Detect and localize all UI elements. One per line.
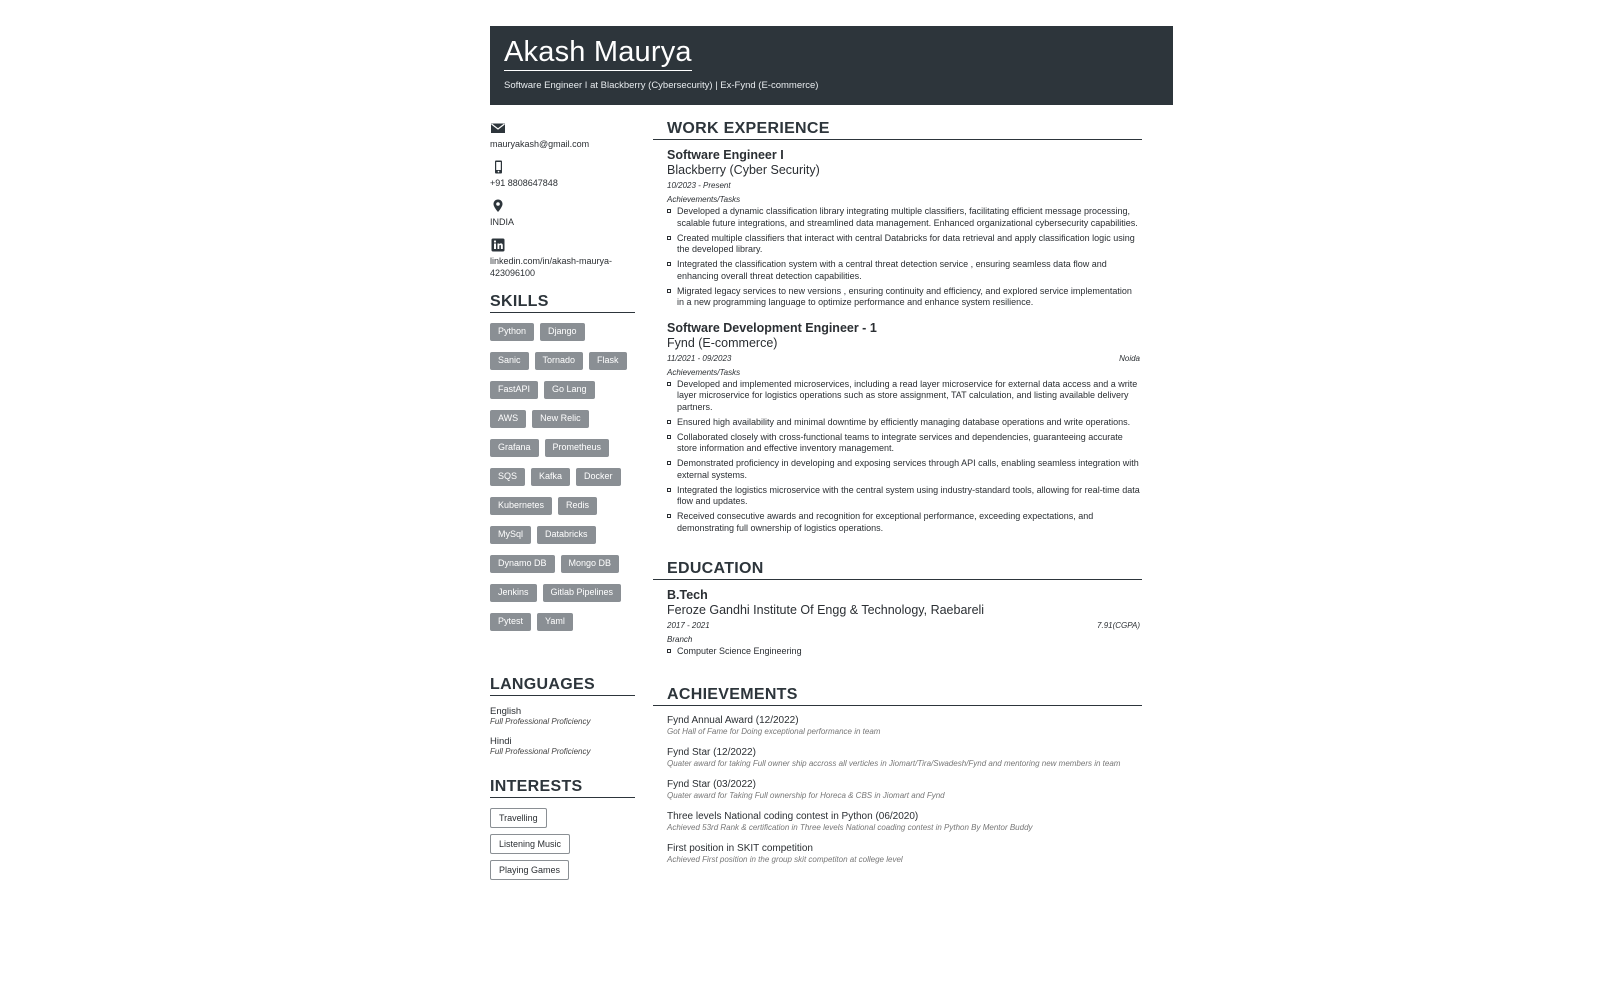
candidate-headline: Software Engineer I at Blackberry (Cybersecurity) | Ex-Fynd (E-commerce) (504, 80, 819, 91)
achievement-item (667, 746, 1140, 769)
phone-text: +91 8808647848 (490, 178, 558, 188)
skill-tag: SQS (490, 468, 525, 486)
skill-tag: AWS (490, 410, 526, 428)
skill-tag: Docker (576, 468, 621, 486)
contact-email (490, 120, 635, 150)
job-location: Noida (1119, 353, 1140, 363)
interest-tag: Travelling (490, 808, 547, 828)
skill-tag: Databricks (537, 526, 596, 544)
candidate-name: Akash Maurya (504, 35, 692, 71)
contact-linkedin (490, 237, 635, 279)
language-item (490, 706, 635, 726)
task-list (667, 379, 1140, 535)
skill-tag: Sanic (490, 352, 529, 370)
tasks-label: Achievements/Tasks (667, 195, 741, 204)
language-level: Full Professional Proficiency (490, 747, 591, 756)
contact-location (490, 198, 635, 228)
skill-tag: Kafka (531, 468, 570, 486)
degree: B.Tech (667, 588, 708, 602)
skills-list (490, 323, 635, 642)
achievement-desc: Got Hall of Fame for Doing exceptional performance in team (667, 726, 881, 736)
job-meta (667, 353, 1140, 364)
language-level: Full Professional Proficiency (490, 717, 591, 726)
education-meta (667, 620, 1140, 631)
task-item: Collaborated closely with cross-functional teams to integrate services and dependencies, guaranteeing accurate store information and effective inventory management. (667, 432, 1140, 455)
job-company: Blackberry (Cyber Security) (667, 163, 820, 177)
task-item: Migrated legacy services to new versions , ensuring continuity and efficiency, and explored service implementation in a new programming language to optimize performance and enhance system resilience. (667, 286, 1140, 309)
languages-heading: LANGUAGES (490, 676, 635, 696)
skill-tag: Pytest (490, 613, 531, 631)
task-item: Integrated the classification system with a central threat detection service , ensuring seamless data flow and enhancing overall threat detection capabilities. (667, 259, 1140, 282)
achievements-list (653, 714, 1142, 865)
education-section (653, 560, 1142, 658)
interest-tag: Listening Music (490, 834, 570, 854)
resume-header (490, 26, 1173, 105)
skill-tag: Prometheus (545, 439, 610, 457)
job-title: Software Development Engineer - 1 (667, 320, 877, 335)
job-company: Fynd (E-commerce) (667, 335, 778, 350)
achievement-title: First position in SKIT competition (667, 842, 813, 854)
task-list (667, 206, 1140, 309)
job-dates: 11/2021 - 09/2023 (667, 353, 732, 363)
left-column (490, 120, 635, 886)
education-dates: 2017 - 2021 (667, 621, 710, 630)
skill-tag: Gitlab Pipelines (543, 584, 622, 602)
achievement-item (667, 842, 1140, 865)
phone-icon (490, 159, 506, 175)
skills-section (490, 293, 635, 642)
linkedin-icon (490, 237, 506, 253)
right-column (653, 120, 1142, 874)
language-name: Hindi (490, 736, 512, 747)
task-item: Ensured high availability and minimal downtime by efficiently managing database operations and write operations. (667, 417, 1140, 429)
achievements-section (653, 686, 1142, 865)
task-item: Developed a dynamic classification library integrating multiple classifiers, facilitating efficient message processing, scalable future integrations, and streamlined data management. Enhanced organizational cybersecurity capabilities. (667, 206, 1140, 229)
interests-section (490, 778, 635, 886)
skill-tag: Dynamo DB (490, 555, 555, 573)
email-icon (490, 120, 506, 136)
skill-tag: Grafana (490, 439, 539, 457)
achievement-title: Fynd Star (03/2022) (667, 778, 756, 790)
job-entry (653, 148, 1142, 309)
task-item: Created multiple classifiers that interact with central Databricks for data retrieval and apply classification logic using the developed library. (667, 233, 1140, 256)
achievement-title: Three levels National coding contest in Python (06/2020) (667, 810, 919, 822)
skills-heading: SKILLS (490, 293, 635, 313)
skill-tag: New Relic (532, 410, 589, 428)
branch-item: Computer Science Engineering (667, 646, 1140, 658)
language-name: English (490, 706, 522, 717)
resume-page (490, 26, 1173, 875)
skill-tag: Kubernetes (490, 497, 552, 515)
achievement-desc: Quater award for Taking Full ownership for Horeca & CBS in Jiomart and Fynd (667, 790, 945, 800)
skill-tag: Django (540, 323, 585, 341)
language-item (490, 736, 635, 756)
school: Feroze Gandhi Institute Of Engg & Technology, Raebareli (667, 603, 985, 617)
job-title: Software Engineer I (667, 148, 784, 162)
achievement-desc: Achieved 53rd Rank & certification in Three levels National coading contest in Python By Mentor Buddy (667, 822, 1033, 832)
location-text: INDIA (490, 217, 515, 227)
interest-tag: Playing Games (490, 860, 569, 880)
job-dates: 10/2023 - Present (667, 181, 731, 190)
achievement-desc: Achieved First position in the group skit competiton at college level (667, 854, 903, 864)
tasks-label: Achievements/Tasks (667, 367, 741, 377)
skill-tag: Python (490, 323, 534, 341)
skill-tag: Yaml (537, 613, 573, 631)
task-item: Developed and implemented microservices, including a read layer microservice for external data access and a write layer microservice for logistics operations such as store assignment, TAT calculation, and listing available delivery partners. (667, 379, 1140, 414)
skill-tag: Go Lang (544, 381, 595, 399)
achievement-item (667, 810, 1140, 833)
education-grade: 7.91(CGPA) (1097, 621, 1140, 630)
job-meta (667, 180, 1140, 191)
education-heading: EDUCATION (653, 560, 1142, 580)
achievement-title: Fynd Star (12/2022) (667, 746, 756, 758)
skill-tag: MySql (490, 526, 531, 544)
work-experience-heading: WORK EXPERIENCE (653, 120, 1142, 140)
job-entry (653, 321, 1142, 535)
task-item: Received consecutive awards and recognition for exceptional performance, exceeding expectations, and demonstrating full ownership of logistics operations. (667, 511, 1140, 534)
achievement-item (667, 778, 1140, 801)
branch-list (667, 646, 1140, 658)
branch-label: Branch (667, 635, 693, 644)
skill-tag: Tornado (535, 352, 584, 370)
task-item: Integrated the logistics microservice with the central system using industry-standard tools, allowing for real-time data flow and updates. (667, 485, 1140, 508)
skill-tag: Mongo DB (561, 555, 620, 573)
achievement-desc: Quater award for taking Full owner ship accross all verticles in Jiomart/Tira/Swadesh/Fynd and mentoring new members in team (667, 758, 1121, 768)
location-pin-icon (490, 198, 506, 214)
achievement-item (667, 714, 1140, 737)
achievements-heading: ACHIEVEMENTS (653, 686, 1142, 706)
skill-tag: FastAPI (490, 381, 538, 399)
skill-tag: Redis (558, 497, 597, 515)
linkedin-text[interactable]: linkedin.com/in/akash-maurya-423096100 (490, 256, 613, 278)
languages-section (490, 676, 635, 756)
interests-heading: INTERESTS (490, 778, 635, 798)
task-item: Demonstrated proficiency in developing and exposing services through API calls, enabling seamless integration with external systems. (667, 458, 1140, 481)
work-experience-section (653, 120, 1142, 534)
email-text[interactable]: mauryakash@gmail.com (490, 139, 590, 149)
achievement-title: Fynd Annual Award (12/2022) (667, 714, 799, 726)
skill-tag: Jenkins (490, 584, 537, 602)
contact-phone (490, 159, 635, 189)
education-entry (653, 588, 1142, 658)
skill-tag: Flask (589, 352, 627, 370)
